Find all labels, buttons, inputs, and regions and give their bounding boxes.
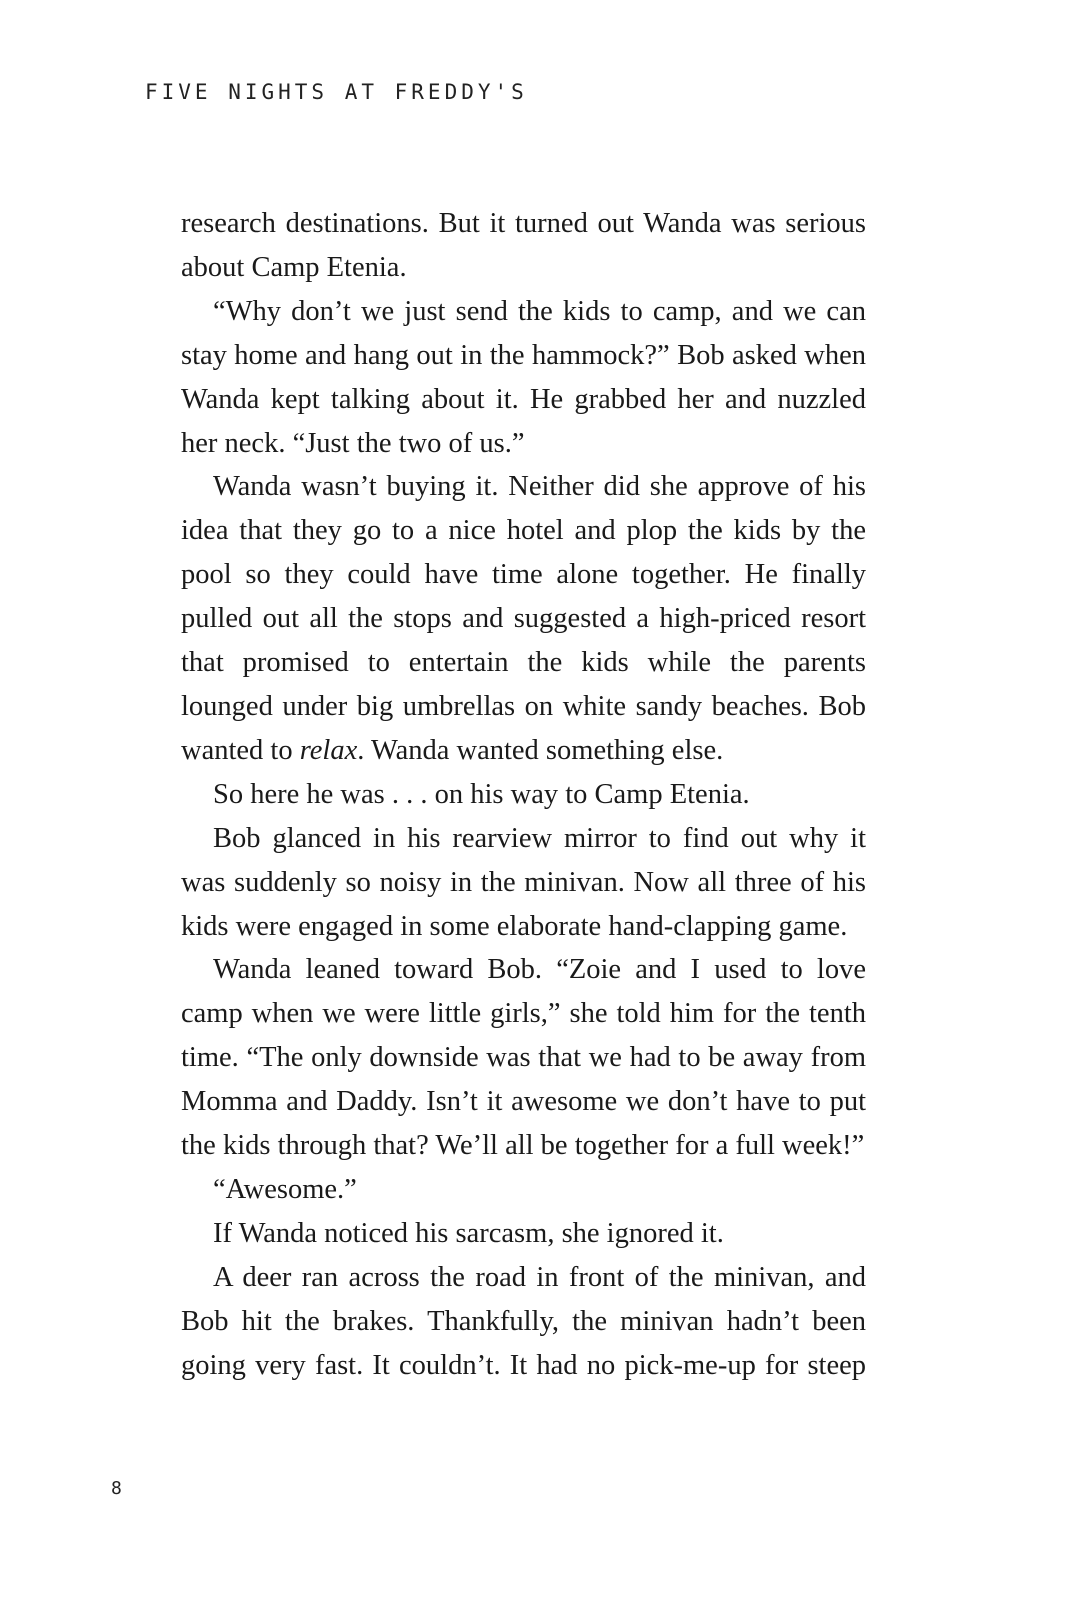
paragraph-text: Wanda wasn’t buying it. Neither did she approve of his idea that they go to a nice hotel and plop the kids by the pool so they could have time alone together. He finally pulled out all the stops and suggested a high-priced resort that promised to entertain the kids while the parents lounged under big umbrellas on white sandy beaches. Bob wanted to [181, 471, 866, 766]
paragraph: Bob glanced in his rearview mirror to find out why it was suddenly so noisy in the minivan. Now all three of his kids were engaged in some elaborate hand-clapping game. [181, 822, 866, 942]
body-text [181, 202, 866, 1387]
page-number: 8 [111, 1478, 122, 1499]
paragraph [181, 465, 866, 772]
paragraph: “Awesome.” [213, 1173, 357, 1205]
paragraph: “Why don’t we just send the kids to camp, and we can stay home and hang out in the hammock?” Bob asked when Wanda kept talking about it. He grabbed her and nuzzled her neck. “Just the two of us.” [181, 295, 866, 459]
paragraph: research destinations. But it turned out Wanda was serious about Camp Etenia. [181, 208, 866, 283]
paragraph: A deer ran across the road in front of the minivan, and Bob hit the brakes. Thankfully, the minivan hadn’t been going very fast. It couldn’t. It had no pick-me-up for steep [181, 1261, 866, 1381]
emphasis-relax: relax [299, 734, 358, 766]
running-head: FIVE NIGHTS AT FREDDY'S [145, 80, 528, 104]
paragraph: So here he was . . . on his way to Camp Etenia. [213, 778, 750, 810]
paragraph: Wanda leaned toward Bob. “Zoie and I used to love camp when we were little girls,” she told him for the tenth time. “The only downside was that we had to be away from Momma and Daddy. Isn’t it awesome we don’t have to put the kids through that? We’ll all be together for a full week!” [181, 954, 866, 1162]
paragraph-text: . Wanda wanted something else. [357, 734, 724, 766]
paragraph: If Wanda noticed his sarcasm, she ignored it. [213, 1217, 724, 1249]
